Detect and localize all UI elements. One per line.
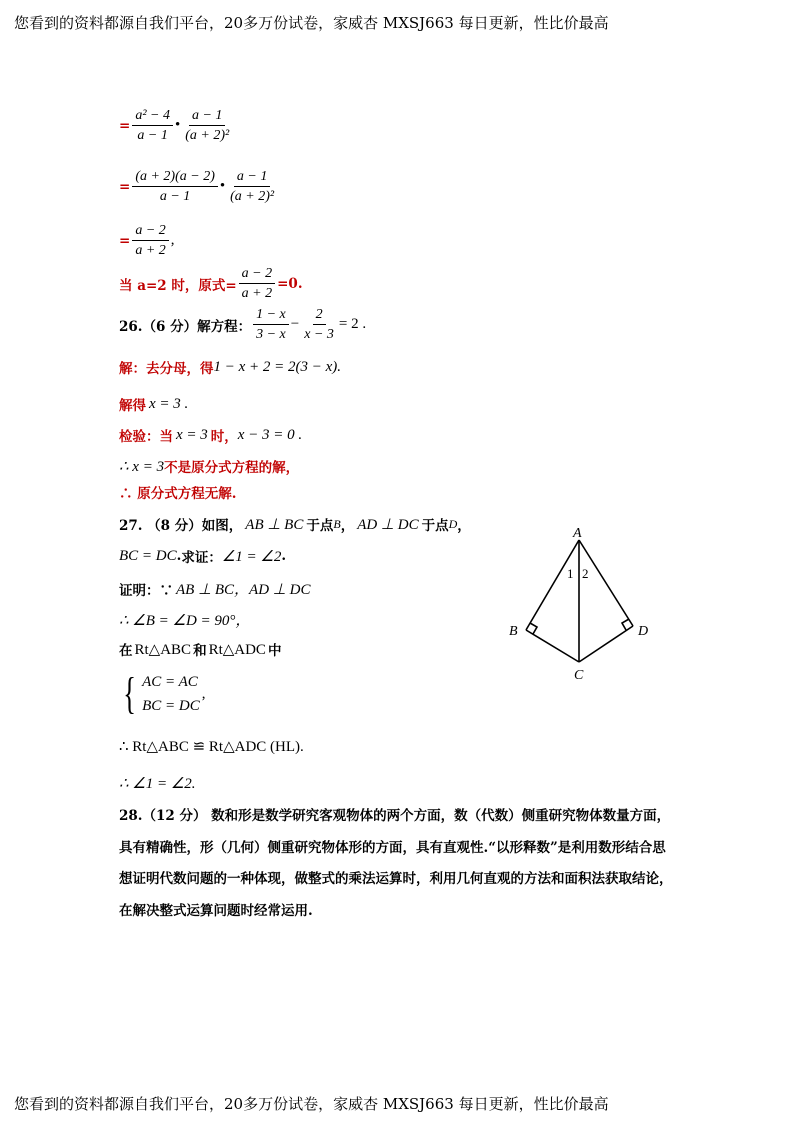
angle-2-label: 2	[582, 566, 589, 581]
q27-final: ∴ ∠1 = ∠2.	[119, 776, 196, 792]
q26-result: 解得 x = 3 .	[119, 395, 189, 414]
q25-step3: = $\frac{a - 2}{a + 2}$ ,	[119, 223, 175, 258]
q27-proof-start: 证明：∵ AB ⊥ BC，AD ⊥ DC	[119, 582, 311, 599]
q27-title: 27. （8 分）如图， AB ⊥ BC 于点 B ， AD ⊥ DC 于点 D ，	[119, 516, 471, 534]
q27-condition: BC = DC . 求证： ∠1 = ∠2 .	[119, 547, 287, 566]
fraction: $\frac{2}{x - 3}$	[304, 307, 334, 342]
segment-bc	[526, 630, 579, 662]
q25-step1: = $\frac{\text{a² − 4}}{a - 1}$ • $\frac{a - 1}{\text{(a + 2)²}}$	[119, 107, 234, 144]
q27-congruent: ∴ Rt△ABC ≌ Rt△ADC (HL).	[119, 739, 304, 755]
page-header: 您看到的资料都源自我们平台，20多万份试卷，家威杏 MXSJ663 每日更新，性比价最高	[14, 14, 609, 32]
fraction: $\frac{(a + 2)(a - 2)}{a - 1}$	[132, 168, 218, 205]
q26-check: 检验：当 x = 3 时， x − 3 = 0 .	[119, 426, 303, 445]
segment-dc	[579, 626, 633, 662]
segment-ab	[526, 540, 579, 630]
q27-triangles: 在 Rt△ABC 和 Rt△ADC 中	[119, 641, 282, 659]
label-b: B	[509, 624, 518, 639]
label-d: D	[638, 624, 649, 639]
q26-conclusion-2: ∴ 原分式方程无解.	[119, 486, 237, 502]
fraction: $\frac{a - 2}{a + 2}$	[239, 265, 275, 302]
angle-1-label: 1	[567, 566, 574, 581]
fraction: $\frac{1 - x}{3 - x}$	[253, 306, 289, 343]
page-footer: 您看到的资料都源自我们平台，20多万份试卷，家威杏 MXSJ663 每日更新，性比价最高	[14, 1095, 609, 1113]
q26-conclusion-1: ∴ x = 3 不是原分式方程的解，	[119, 458, 300, 476]
label-a: A	[573, 526, 582, 541]
q26-solution: 解：去分母，得 1 − x + 2 = 2(3 − x).	[119, 358, 342, 377]
fraction: $\frac{a - 1}{\text{(a + 2)²}}$	[185, 108, 230, 143]
q28-text: 28.（12 分） 数和形是数学研究客观物体的两个方面，数（代数）侧重研究物体数量方面，具有精确性，形（几何）侧重研究物体形的方面，具有直观性.“以形释数”是利用数形结合思想证明代数问题的一种体现，做整式的乘法运算时，利用几何直观的方法和面积法获取结论，在解决整式运算问题时经常运用.	[119, 808, 673, 919]
fraction: $\frac{a - 2}{a + 2}$	[132, 222, 168, 259]
q25-step2: = $\frac{(a + 2)(a - 2)}{a - 1}$ • $\frac{a - 1}{\text{(a + 2)²}}$	[119, 168, 279, 205]
label-c: C	[574, 668, 584, 682]
right-angle-d	[622, 619, 629, 630]
segment-ad	[579, 540, 633, 626]
q26-title: 26.（6 分）解方程： $\frac{1 - x}{3 - x}$ − $\frac{2}{x - 3}$ = 2 .	[119, 307, 367, 342]
kite-figure	[500, 522, 660, 682]
q25-result: 当 a=2 时，原式= $\frac{a - 2}{a + 2}$ =0.	[119, 266, 303, 301]
q27-angles: ∴ ∠B = ∠D = 90°，	[119, 613, 251, 629]
fraction: $\frac{a - 1}{\text{(a + 2)²}}$	[230, 169, 275, 204]
fraction: $\frac{\text{a² − 4}}{a - 1}$	[132, 107, 173, 144]
q27-system: { AC = AC BC = DC ,	[123, 669, 206, 718]
